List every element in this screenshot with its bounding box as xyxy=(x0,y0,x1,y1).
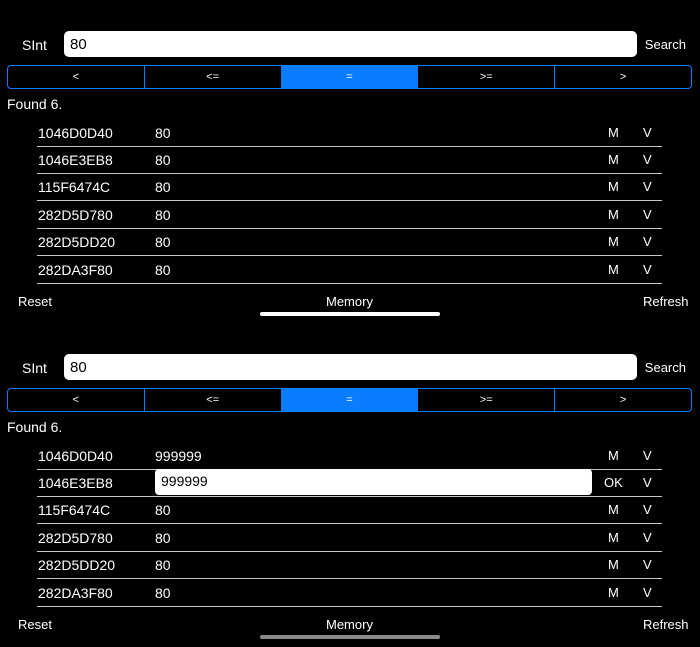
memory-button[interactable]: M xyxy=(608,502,619,517)
memory-button[interactable]: M xyxy=(608,125,619,140)
ok-button[interactable]: OK xyxy=(604,475,623,490)
comparator-lt[interactable]: < xyxy=(8,66,145,88)
row-address: 282DA3F80 xyxy=(38,585,113,601)
row-value[interactable]: 999999 xyxy=(155,448,202,464)
memory-button[interactable]: M xyxy=(608,262,619,277)
result-row xyxy=(37,257,662,284)
row-address: 1046E3EB8 xyxy=(38,475,113,491)
view-button[interactable]: V xyxy=(643,125,652,140)
view-button[interactable]: V xyxy=(643,152,652,167)
comparator-segmented-control xyxy=(7,388,692,412)
memory-button[interactable]: M xyxy=(608,207,619,222)
row-address: 115F6474C xyxy=(38,179,111,195)
comparator-eq[interactable]: = xyxy=(282,389,419,411)
row-address: 1046E3EB8 xyxy=(38,152,113,168)
row-address: 1046D0D40 xyxy=(38,125,113,141)
row-address: 282D5DD20 xyxy=(38,557,116,573)
row-value[interactable]: 80 xyxy=(155,152,171,168)
result-row-editing xyxy=(37,470,662,497)
row-value[interactable]: 80 xyxy=(155,262,171,278)
comparator-eq[interactable]: = xyxy=(282,66,419,88)
memory-button[interactable]: M xyxy=(608,152,619,167)
row-value[interactable]: 80 xyxy=(155,502,171,518)
reset-button[interactable]: Reset xyxy=(18,294,52,309)
view-button[interactable]: V xyxy=(643,234,652,249)
result-row xyxy=(37,552,662,579)
comparator-le[interactable]: <= xyxy=(145,66,282,88)
memory-button[interactable]: M xyxy=(608,530,619,545)
row-value[interactable]: 80 xyxy=(155,234,171,250)
row-address: 282DA3F80 xyxy=(38,262,113,278)
view-button[interactable]: V xyxy=(643,448,652,463)
refresh-button[interactable]: Refresh xyxy=(643,294,689,309)
memory-button[interactable]: M xyxy=(608,179,619,194)
type-label[interactable]: SInt xyxy=(22,360,47,376)
result-row xyxy=(37,229,662,256)
result-row xyxy=(37,580,662,607)
memory-search-panel-2 xyxy=(0,323,700,646)
home-indicator[interactable] xyxy=(260,312,440,316)
row-value[interactable]: 80 xyxy=(155,207,171,223)
search-input[interactable] xyxy=(64,31,637,57)
memory-button-bottom[interactable]: Memory xyxy=(326,294,373,309)
row-address: 282D5D780 xyxy=(38,530,113,546)
row-value[interactable]: 80 xyxy=(155,179,171,195)
home-indicator[interactable] xyxy=(260,635,440,639)
type-label[interactable]: SInt xyxy=(22,37,47,53)
found-count: Found 6. xyxy=(7,96,63,112)
view-button[interactable]: V xyxy=(643,475,652,490)
row-value[interactable]: 80 xyxy=(155,125,171,141)
row-address: 115F6474C xyxy=(38,502,111,518)
comparator-gt[interactable]: > xyxy=(619,394,627,406)
result-row xyxy=(37,120,662,147)
comparator-gt[interactable]: > xyxy=(619,71,627,83)
comparator-lt[interactable]: < xyxy=(8,389,145,411)
comparator-ge[interactable]: >= xyxy=(418,389,555,411)
search-input[interactable] xyxy=(64,354,637,380)
view-button[interactable]: V xyxy=(643,179,652,194)
row-value[interactable]: 80 xyxy=(155,557,171,573)
row-value[interactable]: 80 xyxy=(155,530,171,546)
search-button[interactable]: Search xyxy=(644,360,686,375)
search-button[interactable]: Search xyxy=(644,37,686,52)
comparator-segmented-control xyxy=(7,65,692,89)
found-count: Found 6. xyxy=(7,419,63,435)
result-row xyxy=(37,443,662,470)
view-button[interactable]: V xyxy=(643,207,652,222)
row-value[interactable]: 80 xyxy=(155,585,171,601)
result-row xyxy=(37,174,662,201)
result-row xyxy=(37,525,662,552)
view-button[interactable]: V xyxy=(643,557,652,572)
row-address: 282D5D780 xyxy=(38,207,113,223)
memory-button[interactable]: M xyxy=(608,585,619,600)
comparator-ge[interactable]: >= xyxy=(418,66,555,88)
row-address: 1046D0D40 xyxy=(38,448,113,464)
view-button[interactable]: V xyxy=(643,502,652,517)
refresh-button[interactable]: Refresh xyxy=(643,617,689,632)
memory-button[interactable]: M xyxy=(608,234,619,249)
memory-button[interactable]: M xyxy=(608,448,619,463)
memory-search-panel-1 xyxy=(0,0,700,323)
view-button[interactable]: V xyxy=(643,262,652,277)
row-address: 282D5DD20 xyxy=(38,234,116,250)
view-button[interactable]: V xyxy=(643,530,652,545)
comparator-le[interactable]: <= xyxy=(145,389,282,411)
result-row xyxy=(37,202,662,229)
memory-button[interactable]: M xyxy=(608,557,619,572)
value-edit-field[interactable]: 999999 xyxy=(155,469,592,495)
result-row xyxy=(37,497,662,524)
reset-button[interactable]: Reset xyxy=(18,617,52,632)
memory-button-bottom[interactable]: Memory xyxy=(326,617,373,632)
result-row xyxy=(37,147,662,174)
view-button[interactable]: V xyxy=(643,585,652,600)
